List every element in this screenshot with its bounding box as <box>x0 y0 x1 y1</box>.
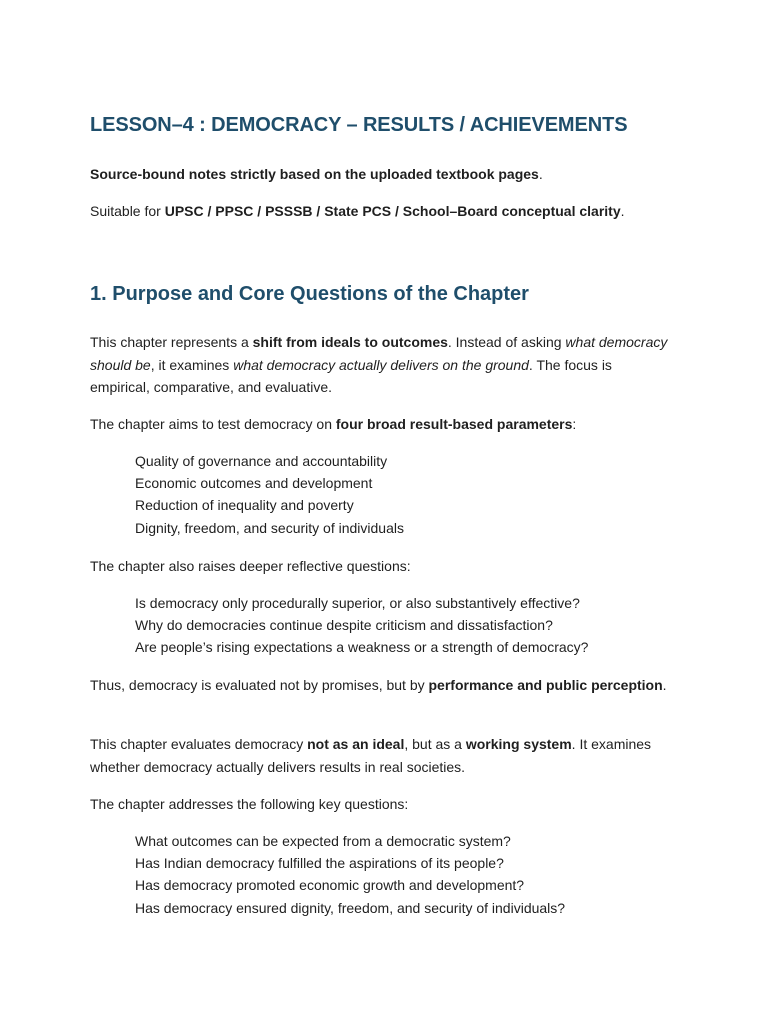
p5-d: working system <box>465 736 572 752</box>
suitable-end: . <box>620 203 625 219</box>
list-item: Is democracy only procedurally superior, or also substantively effective? <box>135 595 580 611</box>
p2-b: four broad result-based parameters <box>335 416 573 432</box>
paragraph-parameters <box>90 413 675 436</box>
p1-d: what democracy should be <box>90 334 668 373</box>
p1-e: , it examines <box>150 356 234 373</box>
section-1-heading: 1. Purpose and Core Questions of the Chapter <box>90 283 529 305</box>
p4-c: . <box>662 677 667 693</box>
key-questions-list <box>135 830 565 919</box>
source-note-end: . <box>538 166 543 182</box>
suitable-prefix: Suitable for <box>90 203 165 219</box>
paragraph-shift <box>90 331 675 399</box>
p5-b: not as an ideal <box>307 736 405 752</box>
paragraph-performance <box>90 674 675 697</box>
list-item: Has democracy promoted economic growth and development? <box>135 877 525 894</box>
list-item: Are people’s rising expectations a weakness or a strength of democracy? <box>135 639 589 656</box>
reflective-questions-list <box>135 592 588 659</box>
list-item: Has democracy ensured dignity, freedom, and security of individuals? <box>135 899 566 916</box>
list-item: What outcomes can be expected from a democratic system? <box>135 833 511 849</box>
p4-b: performance and public perception <box>428 677 663 693</box>
list-item: Dignity, freedom, and security of individuals <box>135 519 404 536</box>
paragraph-reflective: The chapter also raises deeper reflective questions: <box>90 558 411 574</box>
source-note <box>90 163 675 186</box>
p5-c: , but as a <box>404 736 466 752</box>
list-item: Has Indian democracy fulfilled the aspirations of its people? <box>135 855 504 872</box>
p2-c: : <box>572 416 577 432</box>
source-note-bold: Source-bound notes strictly based on the uploaded textbook pages <box>90 166 539 182</box>
suitable-note <box>90 200 675 223</box>
p5-e: . It examines whether democracy actually delivers results in real societies. <box>90 736 652 775</box>
p1-f: what democracy actually delivers on the ground <box>233 356 529 373</box>
p2-a: The chapter aims to test democracy on <box>90 416 336 432</box>
p4-a: Thus, democracy is evaluated not by promises, but by <box>90 677 429 693</box>
list-item: Economic outcomes and development <box>135 475 373 492</box>
paragraph-working-system <box>90 733 675 778</box>
suitable-exams: UPSC / PPSC / PSSSB / State PCS / School–Board conceptual clarity <box>164 203 621 219</box>
p1-b: shift from ideals to outcomes <box>252 334 448 350</box>
parameters-list <box>135 450 404 539</box>
p1-c: . Instead of asking <box>447 334 566 350</box>
p1-a: This chapter represents a <box>90 334 253 350</box>
page-title: LESSON–4 : DEMOCRACY – RESULTS / ACHIEVEMENTS <box>90 114 628 136</box>
list-item: Why do democracies continue despite criticism and dissatisfaction? <box>135 617 553 634</box>
list-item: Quality of governance and accountability <box>135 453 388 469</box>
paragraph-key-questions: The chapter addresses the following key questions: <box>90 796 409 812</box>
p1-g: . The focus is empirical, comparative, and evaluative. <box>90 356 612 395</box>
list-item: Reduction of inequality and poverty <box>135 497 354 514</box>
p5-a: This chapter evaluates democracy <box>90 736 308 752</box>
